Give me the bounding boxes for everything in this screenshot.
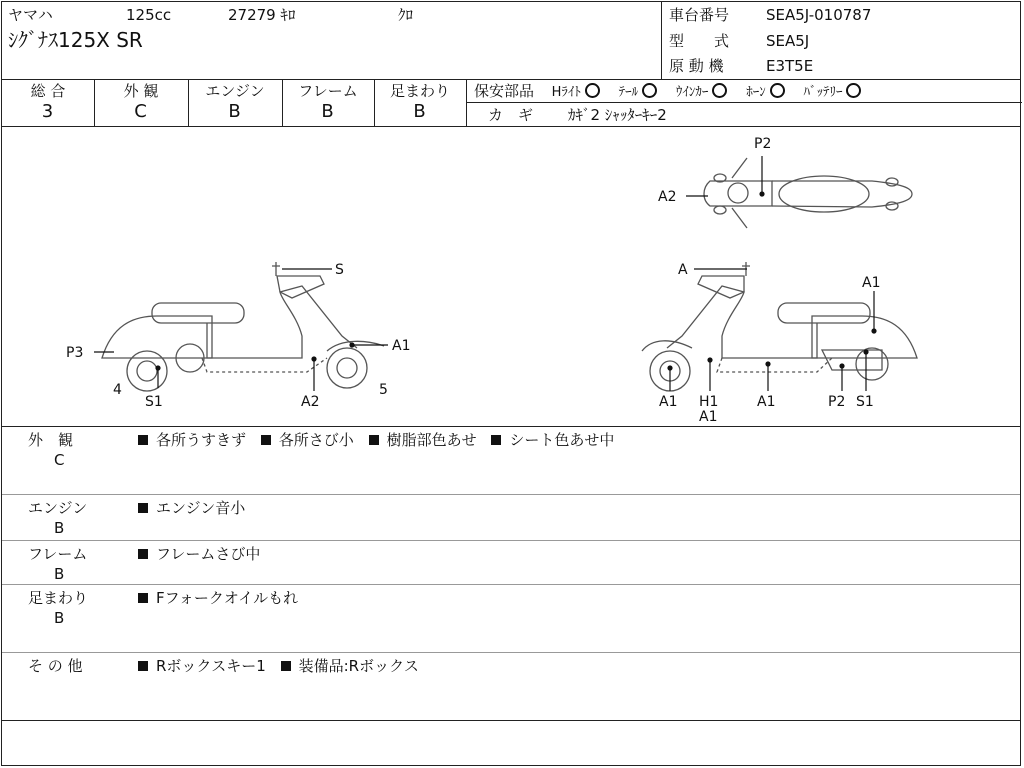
section-category: 外 観	[28, 431, 74, 449]
grade-exterior	[94, 79, 188, 126]
diagram-label: A1	[757, 394, 776, 410]
diagram-label: H1	[699, 394, 719, 410]
section-notes	[138, 498, 255, 518]
note-item: 各所うすきず	[156, 431, 247, 449]
ok-circle-icon	[770, 83, 785, 98]
bullet-square-icon	[138, 593, 148, 603]
grade-label: エンジン	[205, 82, 265, 100]
section-notes	[138, 544, 270, 564]
section-notes	[138, 588, 308, 608]
note-item: エンジン音小	[156, 499, 246, 517]
diagram-label: S	[335, 262, 344, 278]
diagram-label: A1	[392, 338, 411, 354]
grade-label: 外 観	[123, 82, 159, 100]
bullet-square-icon	[369, 435, 379, 445]
grade-frame	[282, 79, 374, 126]
grade-value: B	[321, 101, 335, 122]
diagram-label: P2	[754, 136, 772, 152]
note-item: 装備品:Rボックス	[298, 657, 419, 675]
section-category: 足まわり	[28, 589, 89, 607]
engine-value: E3T5E	[766, 57, 814, 75]
frame-no: SEA5J-010787	[766, 6, 872, 24]
diagram-label: A1	[659, 394, 678, 410]
grade-row	[2, 79, 1020, 127]
ok-circle-icon	[712, 83, 727, 98]
section-grade: B	[54, 565, 65, 583]
ok-circle-icon	[642, 83, 657, 98]
diagram-label: A2	[301, 394, 320, 410]
diagram-label: A1	[862, 275, 881, 291]
divider	[661, 2, 662, 79]
type-label: 型 式	[669, 32, 730, 50]
model-name: ｼｸﾞﾅｽ125X SR	[8, 28, 143, 52]
section-notes	[138, 656, 429, 676]
section-category: フレーム	[28, 545, 88, 563]
diagram-label: P2	[828, 394, 846, 410]
diagram-label: S1	[145, 394, 163, 410]
bullet-square-icon	[261, 435, 271, 445]
safety-item-headlight: Hﾗｲﾄ	[551, 85, 581, 100]
frame-no-label: 車台番号	[669, 6, 730, 24]
scooter-top-view	[704, 158, 912, 228]
grade-overall	[2, 79, 94, 126]
grade-engine	[188, 79, 282, 126]
diagram-label: 5	[379, 382, 388, 398]
color: ｸﾛ	[398, 6, 414, 24]
remarks-frame	[2, 540, 1020, 585]
remarks-exterior	[2, 426, 1020, 495]
engine-label: 原 動 機	[669, 57, 724, 75]
mileage: 27279 ｷﾛ	[228, 6, 296, 24]
maker: ヤマハ	[8, 6, 53, 24]
divider	[466, 102, 1022, 103]
section-grade: B	[54, 609, 65, 627]
ok-circle-icon	[846, 83, 861, 98]
bullet-square-icon	[491, 435, 501, 445]
vehicle-header	[2, 2, 1020, 80]
key-label: カ ギ	[488, 106, 534, 124]
section-grade: C	[54, 451, 65, 469]
bullet-square-icon	[138, 435, 148, 445]
safety-item-winker: ｳｲﾝｶｰ	[675, 85, 709, 100]
grade-value: B	[413, 101, 427, 122]
diagram-label: S1	[856, 394, 874, 410]
diagram-label: P3	[66, 345, 84, 361]
grade-label: 足まわり	[389, 82, 450, 100]
scooter-left-view	[102, 262, 384, 391]
bullet-square-icon	[281, 661, 291, 671]
safety-item-tail: ﾃｰﾙ	[618, 85, 639, 100]
section-category: エンジン	[28, 499, 88, 517]
displacement: 125cc	[126, 6, 172, 24]
section-category: そ の 他	[28, 657, 83, 675]
safety-item-battery: ﾊﾞｯﾃﾘｰ	[803, 85, 843, 100]
diagram-label: A2	[658, 189, 677, 205]
damage-diagram	[2, 126, 1020, 427]
note-item: フレームさび中	[156, 545, 261, 563]
grade-value: C	[134, 101, 148, 122]
bullet-square-icon	[138, 661, 148, 671]
grade-suspension	[374, 79, 466, 126]
safety-parts	[474, 82, 861, 102]
grade-value: B	[228, 101, 242, 122]
type-value: SEA5J	[766, 32, 810, 50]
diagram-label: A1	[699, 409, 718, 425]
bullet-square-icon	[138, 503, 148, 513]
grade-label: フレーム	[298, 82, 358, 100]
scooter-diagram	[2, 126, 1022, 426]
grade-label: 総 合	[30, 82, 66, 100]
note-item: 各所さび小	[278, 431, 354, 449]
diagram-label: A	[678, 262, 688, 278]
remarks-engine	[2, 494, 1020, 541]
grade-value: 3	[41, 101, 55, 122]
key-value: ｶｷﾞ2 ｼｬｯﾀｰｷｰ2	[568, 106, 667, 124]
inspection-sheet	[1, 1, 1021, 766]
safety-item-horn: ﾎｰﾝ	[746, 85, 766, 100]
remarks-suspension	[2, 584, 1020, 653]
bullet-square-icon	[138, 549, 148, 559]
note-item: Rボックスキー1	[156, 657, 266, 675]
note-item: シート色あせ中	[509, 431, 615, 449]
section-grade: B	[54, 519, 65, 537]
safety-label: 保安部品	[474, 82, 535, 100]
note-item: Fフォークオイルもれ	[156, 589, 299, 607]
note-item: 樹脂部色あせ	[386, 431, 477, 449]
diagram-label: 4	[113, 382, 122, 398]
remarks-other	[2, 652, 1020, 721]
section-notes	[138, 430, 624, 450]
ok-circle-icon	[585, 83, 600, 98]
